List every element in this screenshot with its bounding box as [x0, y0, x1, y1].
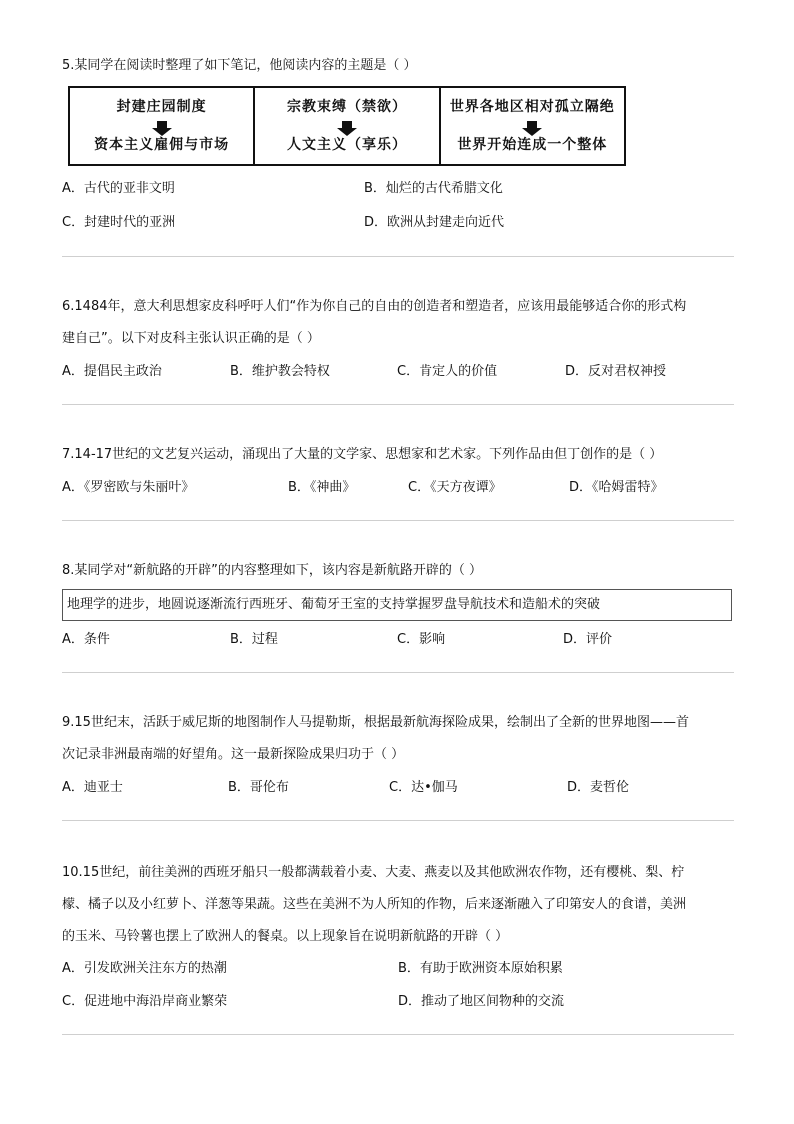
divider	[62, 820, 734, 821]
q9-option-c[interactable]: C．达•伽马	[389, 780, 458, 795]
q5-option-b[interactable]: B．灿烂的古代希腊文化	[364, 181, 503, 196]
q10-option-a[interactable]: A．引发欧洲关注东方的热潮	[62, 961, 227, 976]
q6-option-d[interactable]: D．反对君权神授	[565, 364, 667, 379]
notes-column-1	[70, 88, 255, 164]
notes-col1-top: 封建庄园制度	[116, 99, 207, 115]
q7-option-d[interactable]: D．《哈姆雷特》	[569, 480, 664, 495]
q8-option-b[interactable]: B．过程	[230, 632, 278, 647]
q7-stem: 7.14-17世纪的文艺复兴运动，涌现出了大量的文学家、思想家和艺术家。下列作品由但丁创作的是（ ）	[62, 447, 663, 462]
q6-option-b[interactable]: B．维护教会特权	[230, 364, 330, 379]
q6-stem-line1: 6.1484年，意大利思想家皮科呼吁人们“作为你自己的自由的创造者和塑造者，应该用最能够适合你的形式构	[62, 299, 687, 314]
q8-option-c[interactable]: C．影响	[397, 632, 446, 647]
q10-stem-line1: 10.15世纪，前往美洲的西班牙船只一般都满载着小麦、大麦、燕麦以及其他欧洲农作物，还有樱桃、梨、柠	[62, 865, 685, 880]
q10-option-c[interactable]: C．促进地中海沿岸商业繁荣	[62, 994, 228, 1009]
notes-column-2	[255, 88, 440, 164]
q9-option-b[interactable]: B．哥伦布	[228, 780, 289, 795]
q10-option-b[interactable]: B．有助于欧洲资本原始积累	[398, 961, 563, 976]
notes-col2-bottom: 人文主义（享乐）	[286, 137, 407, 153]
down-arrow-icon	[337, 117, 357, 135]
q7-option-b[interactable]: B．《神曲》	[288, 480, 356, 495]
q8-option-a[interactable]: A．条件	[62, 632, 110, 647]
down-arrow-icon	[152, 117, 172, 135]
notes-col3-bottom: 世界开始连成一个整体	[457, 137, 608, 153]
q6-stem-line2: 建自己”。以下对皮科主张认识正确的是（ ）	[62, 331, 320, 346]
notes-col2-top: 宗教束缚（禁欲）	[286, 99, 407, 115]
divider	[62, 1034, 734, 1035]
q10-stem-line2: 檬、橘子以及小红萝卜、洋葱等果蔬。这些在美洲不为人所知的作物，后来逐渐融入了印第安人的食谱，美洲	[62, 897, 687, 912]
q8-content-box: 地理学的进步，地圆说逐渐流行西班牙、葡萄牙王室的支持掌握罗盘导航技术和造船术的突破	[62, 589, 732, 621]
q8-stem: 8.某同学对“新航路的开辟”的内容整理如下，该内容是新航路开辟的（ ）	[62, 563, 483, 578]
divider	[62, 256, 734, 257]
q9-stem-line1: 9.15世纪末，活跃于威尼斯的地图制作人马提勒斯，根据最新航海探险成果，绘制出了全新的世界地图——首	[62, 715, 689, 730]
divider	[62, 520, 734, 521]
q6-option-c[interactable]: C．肯定人的价值	[397, 364, 498, 379]
divider	[62, 404, 734, 405]
down-arrow-icon	[522, 117, 542, 135]
q9-option-a[interactable]: A．迪亚士	[62, 780, 123, 795]
q9-option-d[interactable]: D．麦哲伦	[567, 780, 630, 795]
notes-col3-top: 世界各地区相对孤立隔绝	[449, 99, 615, 115]
divider	[62, 672, 734, 673]
q10-option-d[interactable]: D．推动了地区间物种的交流	[398, 994, 565, 1009]
q5-option-d[interactable]: D．欧洲从封建走向近代	[364, 215, 505, 230]
notes-col1-bottom: 资本主义雇佣与市场	[94, 137, 230, 153]
q6-option-a[interactable]: A．提倡民主政治	[62, 364, 162, 379]
q5-notes-image	[68, 86, 626, 166]
notes-column-3	[441, 88, 624, 164]
q5-option-c[interactable]: C．封建时代的亚洲	[62, 215, 176, 230]
q7-option-c[interactable]: C．《天方夜谭》	[408, 480, 502, 495]
q5-option-a[interactable]: A．古代的亚非文明	[62, 181, 175, 196]
q9-stem-line2: 次记录非洲最南端的好望角。这一最新探险成果归功于（ ）	[62, 747, 405, 762]
q8-option-d[interactable]: D．评价	[563, 632, 613, 647]
q5-stem: 5.某同学在阅读时整理了如下笔记，他阅读内容的主题是（ ）	[62, 58, 417, 73]
q7-option-a[interactable]: A．《罗密欧与朱丽叶》	[62, 480, 195, 495]
q10-stem-line3: 的玉米、马铃薯也摆上了欧洲人的餐桌。以上现象旨在说明新航路的开辟（ ）	[62, 929, 509, 944]
